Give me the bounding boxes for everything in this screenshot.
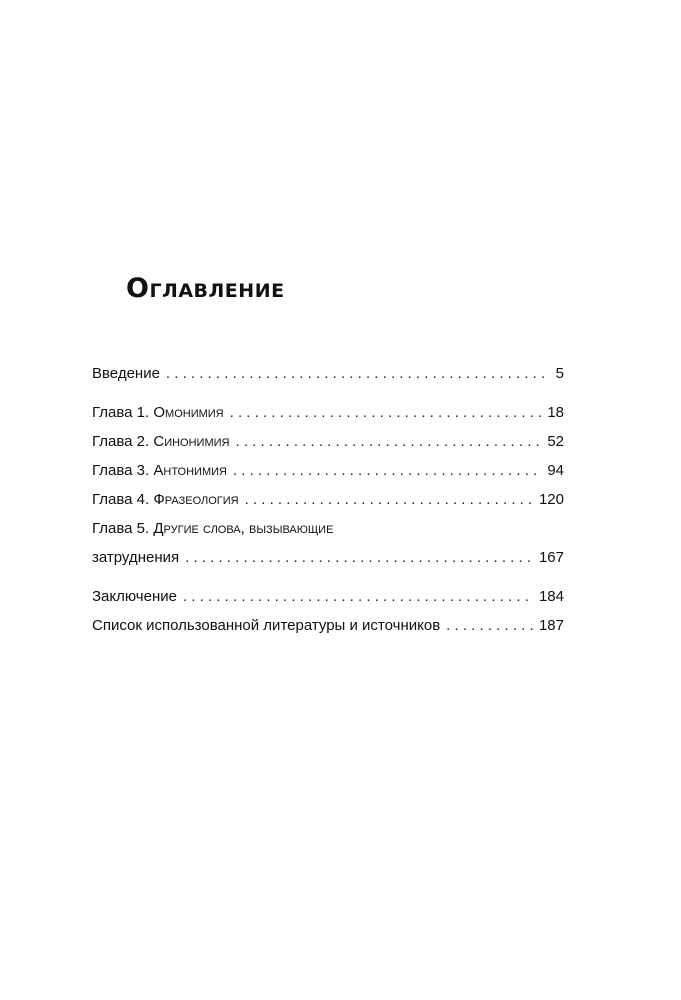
- toc-entry-title-continued: затруднения: [92, 549, 180, 566]
- toc-entry-title: Омонимия: [153, 404, 224, 421]
- toc-chapter-number: Глава 4.: [92, 491, 154, 508]
- toc-leader-dots: [166, 359, 550, 388]
- toc-entry-chapter-3[interactable]: [92, 456, 564, 485]
- toc-entry-page: 167: [538, 549, 564, 566]
- toc-entry-chapter-5[interactable]: [92, 514, 564, 543]
- toc-leader-dots: [233, 456, 541, 485]
- toc-leader-dots: [230, 398, 542, 427]
- toc-chapter-number: Глава 3.: [92, 462, 154, 479]
- toc-entry-label: [92, 520, 333, 537]
- page-title: Оглавление: [126, 273, 285, 304]
- toc-entry-page: 52: [547, 433, 564, 450]
- toc-leader-dots: [183, 582, 533, 611]
- toc-entry-conclusion[interactable]: [92, 582, 564, 611]
- toc-entry-label: [92, 456, 227, 485]
- toc-entry-page: 120: [538, 491, 564, 508]
- toc-leader-dots: [185, 543, 533, 572]
- toc-entry-page: 94: [547, 462, 564, 479]
- table-of-contents: [92, 359, 564, 640]
- toc-entry-title: Фразеология: [153, 491, 239, 508]
- toc-entry-label: [92, 398, 224, 427]
- toc-entry-title: Антонимия: [153, 462, 227, 479]
- toc-leader-dots: [446, 611, 533, 640]
- toc-chapter-number: Глава 2.: [92, 433, 154, 450]
- toc-entry-chapter-5-continued[interactable]: [92, 543, 564, 572]
- toc-leader-dots: [235, 427, 541, 456]
- toc-entry-label: [92, 427, 229, 456]
- toc-leader-dots: [245, 485, 533, 514]
- toc-entry-chapter-2[interactable]: [92, 427, 564, 456]
- toc-entry-title: Синонимия: [153, 433, 230, 450]
- toc-entry-chapter-4[interactable]: [92, 485, 564, 514]
- toc-entry-bibliography[interactable]: [92, 611, 564, 640]
- toc-chapter-number: Глава 1.: [92, 404, 154, 421]
- toc-entry-chapter-1[interactable]: [92, 398, 564, 427]
- toc-entry-title: Список использованной литературы и источников: [92, 617, 441, 634]
- toc-entry-page: 187: [538, 617, 564, 634]
- toc-entry-page: 184: [538, 588, 564, 605]
- toc-chapter-number: Глава 5.: [92, 520, 154, 537]
- toc-entry-title: Заключение: [92, 588, 177, 605]
- toc-entry-title: Другие слова, вызывающие: [153, 520, 334, 537]
- toc-entry-label: [92, 485, 239, 514]
- toc-entry-title: Введение: [92, 365, 160, 382]
- toc-entry-introduction[interactable]: [92, 359, 564, 388]
- toc-entry-page: 5: [555, 365, 564, 382]
- toc-entry-page: 18: [547, 404, 564, 421]
